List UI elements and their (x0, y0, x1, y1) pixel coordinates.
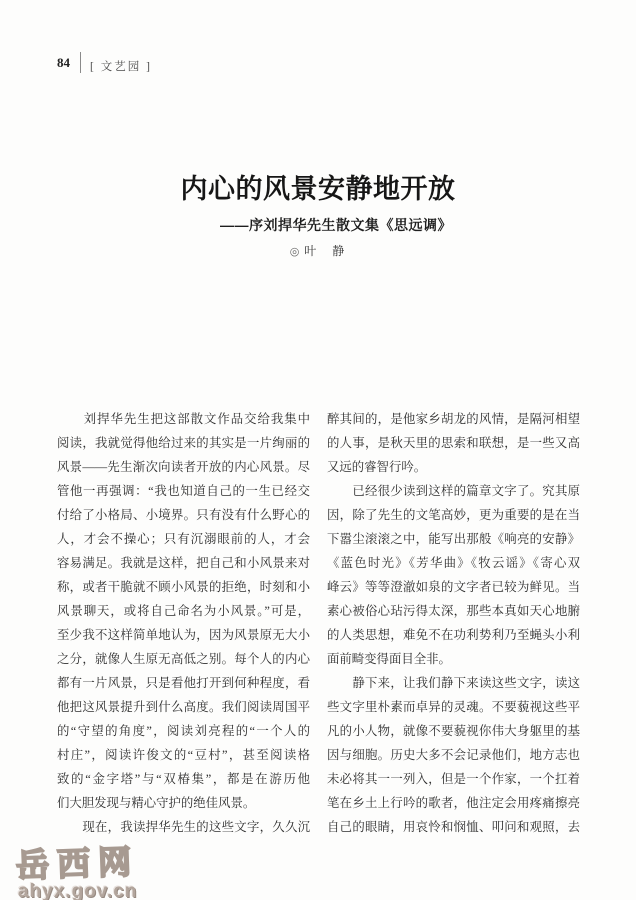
body-text-line: 《蓝色时光》《芳华曲》《牧云谣》《寄心双 (327, 556, 580, 570)
body-text-line: 现在，我读捍华先生的这些文字，久久沉 (57, 820, 310, 834)
page-number: 84 (57, 55, 70, 70)
body-text-line: 自己的眼睛，用哀怜和悯恤、叩问和观照，去 (327, 820, 580, 834)
body-text-line: 的人类思想，难免不在功利势利乃至蝇头小利 (327, 628, 580, 642)
body-text-line: 的“守望的角度”，阅读刘亮程的“一个人的 (57, 724, 310, 738)
body-text-line: 未必将其一一列入，但是一个作家，一个扛着 (327, 772, 580, 786)
watermark-site-url: ahyx.gov.cn (18, 881, 138, 900)
body-text-line: 面前畸变得面目全非。 (327, 652, 451, 666)
author-marker-icon: ◎ (289, 246, 302, 258)
body-text-line: 容易满足。我就是这样，把自己和小风景来对 (57, 556, 310, 570)
body-text-line: 已经很少读到这样的篇章文字了。究其原 (327, 484, 580, 498)
body-text-line: 他把这风景提升到什么高度。我们阅读周国平 (57, 700, 310, 714)
body-text-line: 村庄”，阅读许俊文的“豆村”，甚至阅读格 (57, 748, 310, 762)
article-subtitle: ——序刘捍华先生散文集《思远调》 (220, 217, 452, 233)
watermark (16, 838, 139, 900)
body-text-line: 付给了小格局、小境界。只有没有什么野心的 (57, 508, 310, 522)
body-text-line: 之分，就像人生原无高低之别。每个人的内心 (57, 652, 310, 666)
body-text-line: 因，除了先生的文笔高妙，更为重要的是在当 (327, 508, 580, 522)
body-text-line: 管他一再强调：“我也知道自己的一生已经交 (57, 484, 310, 498)
body-text-line: 称，或者干脆就不顾小风景的拒绝，时刻和小 (57, 580, 310, 594)
body-text-line: 的人事，是秋天里的思索和联想，是一些又高 (327, 436, 580, 450)
body-text-line: 因与细胞。历史大多不会记录他们，地方志也 (327, 748, 580, 762)
article-body (57, 407, 580, 839)
body-column-left (57, 407, 310, 839)
article-title: 内心的风景安静地开放 (180, 174, 456, 204)
body-text-line: 阅读，我就觉得他给过来的其实是一片绚丽的 (57, 436, 310, 450)
body-text-line: 峰云》等等澄澈如泉的文字者已较为鲜见。当 (327, 580, 580, 594)
body-text-line: 致的“金字塔”与“双椿集”，都是在游历他 (57, 772, 310, 786)
body-text-line: 们大胆发现与精心守护的绝佳风景。 (57, 796, 256, 810)
body-text-line: 又远的睿智行吟。 (327, 460, 427, 474)
header-divider (80, 52, 81, 73)
body-text-line: 都有一片风景，只是看他打开到何种程度，看 (57, 676, 310, 690)
body-text-line: 风景聊天，或将自己命名为小风景。”可是， (57, 604, 310, 618)
body-text-line: 素心被俗心玷污得太深，那些本真如天心地腑 (327, 604, 580, 618)
body-text-line: 人，才会不操心；只有沉溺眼前的人，才会 (57, 532, 310, 546)
section-label: [ 文艺园 ] (90, 61, 152, 73)
watermark-site-name: 岳西网 (15, 842, 140, 885)
body-column-right (327, 407, 580, 839)
body-text-line: 静下来，让我们静下来读这些文字，读这 (327, 676, 580, 690)
body-text-line: 至少我不这样简单地认为，因为风景原无大小 (57, 628, 310, 642)
author-name: 叶 静 (304, 244, 347, 258)
body-text-line: 些文字里朴素而卓异的灵魂。不要藐视这些平 (327, 700, 580, 714)
body-text-line: 凡的小人物，就像不要藐视你伟大身躯里的基 (327, 724, 580, 738)
body-text-line: 风景——先生渐次向读者开放的内心风景。尽 (57, 460, 310, 474)
body-text-line: 下嚣尘滚滚之中，能写出那般《响亮的安静》 (327, 532, 580, 546)
body-text-line: 刘捍华先生把这部散文作品交给我集中 (57, 412, 310, 426)
author-line (0, 242, 636, 259)
body-text-line: 醉其间的，是他家乡胡龙的风情，是隔河相望 (327, 412, 580, 426)
body-text-line: 笔在乡土上行吟的歌者，他注定会用疼痛擦亮 (327, 796, 580, 810)
